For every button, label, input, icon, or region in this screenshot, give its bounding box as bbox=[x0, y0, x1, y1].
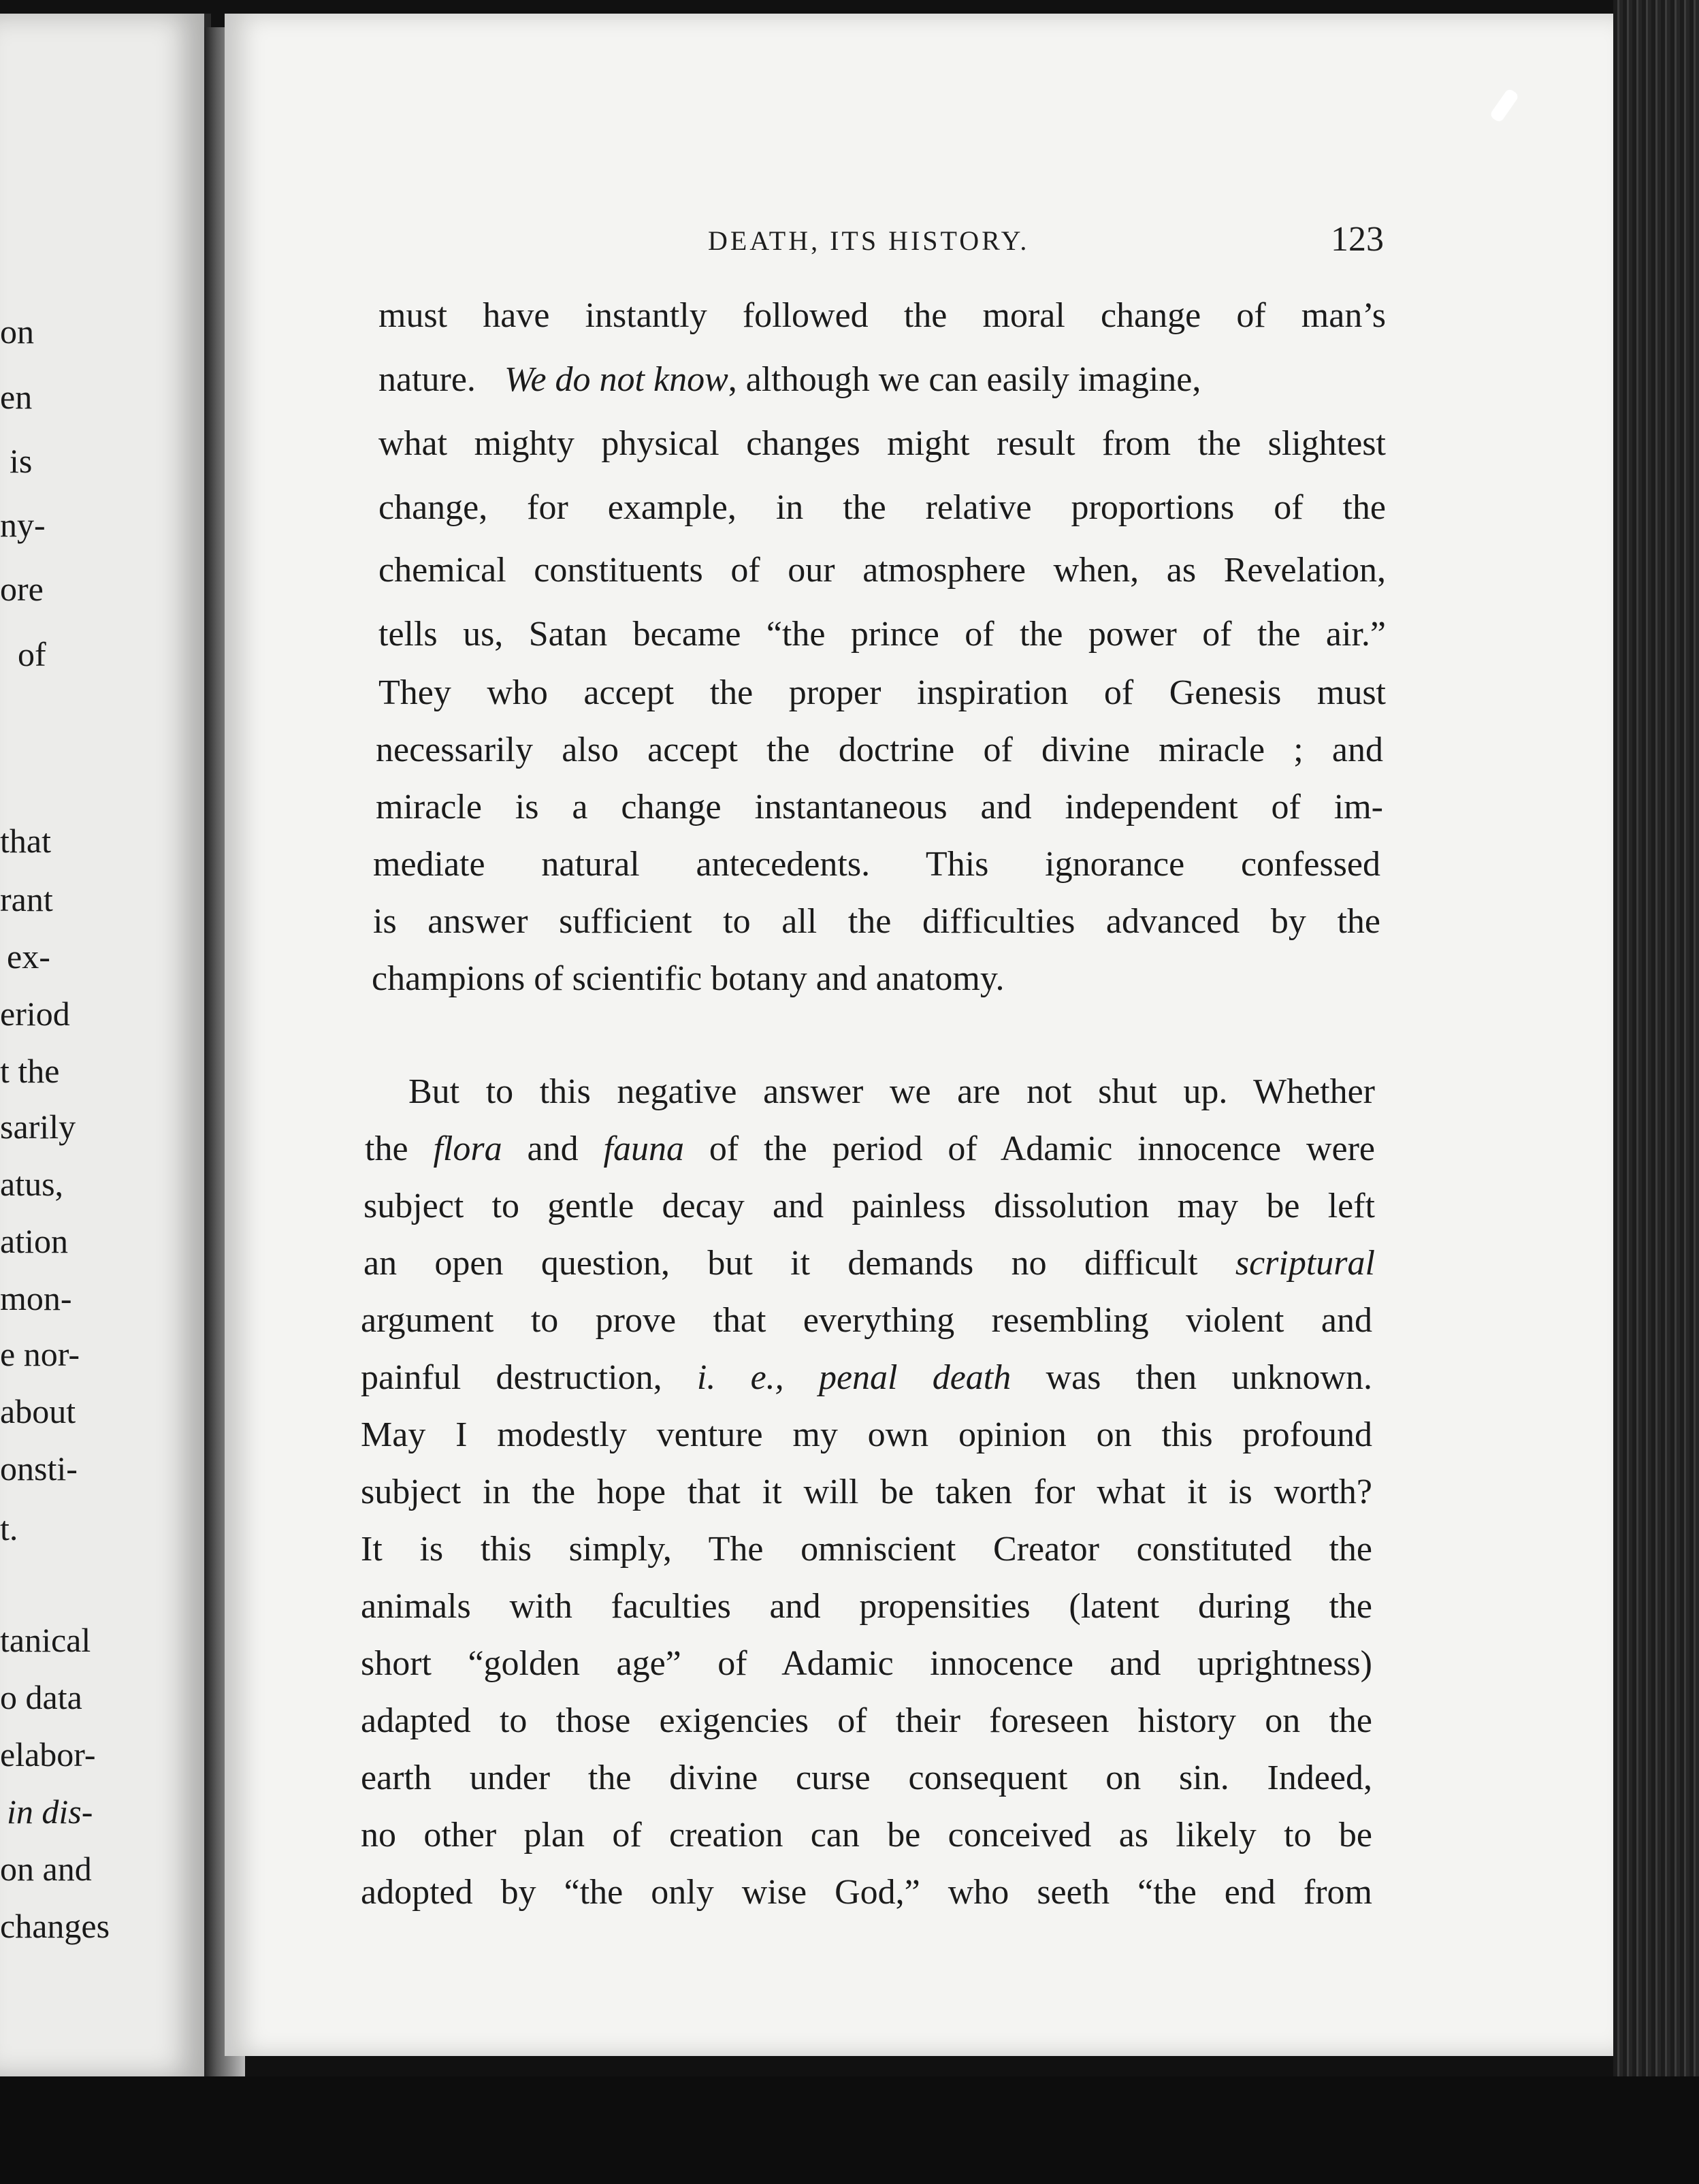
left-fragment: onsti- bbox=[0, 1449, 78, 1488]
text-line: adapted to those exigencies of their foreseen history on the bbox=[361, 1701, 1372, 1740]
previous-page-edge bbox=[0, 14, 211, 2076]
left-fragment: ation bbox=[0, 1222, 68, 1260]
left-fragment: eriod bbox=[0, 995, 70, 1033]
left-fragment: ore bbox=[0, 570, 44, 608]
text-span: painful destruction, bbox=[361, 1358, 697, 1397]
text-line: miracle is a change instantaneous and independent of im- bbox=[376, 788, 1383, 826]
text-span: the bbox=[365, 1129, 434, 1168]
left-fragment: t. bbox=[0, 1509, 18, 1547]
left-fragment: en bbox=[0, 378, 33, 416]
text-line: animals with faculties and propensities (latent during the bbox=[361, 1587, 1372, 1626]
text-line bbox=[378, 362, 1386, 398]
text-span: nature. bbox=[378, 360, 476, 399]
text-line: necessarily also accept the doctrine of divine miracle ; and bbox=[376, 730, 1383, 769]
text-line: May I modestly venture my own opinion on this profound bbox=[361, 1415, 1372, 1454]
text-span: was then unknown. bbox=[1011, 1358, 1372, 1397]
text-line: change, for example, in the relative proportions of the bbox=[378, 488, 1386, 527]
left-fragment: e nor- bbox=[0, 1335, 80, 1373]
text-line bbox=[361, 1360, 1372, 1396]
left-fragment: o data bbox=[0, 1678, 82, 1716]
left-fragment: about bbox=[0, 1392, 76, 1430]
text-line: short “golden age” of Adamic innocence and uprightness) bbox=[361, 1644, 1372, 1683]
text-line: earth under the divine curse consequent on sin. Indeed, bbox=[361, 1759, 1372, 1797]
left-fragment: rant bbox=[0, 880, 53, 918]
text-line: subject in the hope that it will be taken for what it is worth? bbox=[361, 1473, 1372, 1511]
text-span bbox=[784, 1358, 819, 1397]
emphasis-penal-death: penal death bbox=[818, 1358, 1012, 1397]
text-span: an open question, but it demands no difficult bbox=[363, 1244, 1235, 1283]
text-span: and bbox=[502, 1129, 604, 1168]
text-line: mediate natural antecedents. This ignorance confessed bbox=[373, 845, 1380, 884]
left-fragment: atus, bbox=[0, 1165, 64, 1203]
left-fragment: in dis- bbox=[7, 1793, 93, 1831]
left-fragment: t the bbox=[0, 1052, 60, 1090]
page-edges bbox=[1613, 0, 1699, 2076]
text-line: no other plan of creation can be conceived as likely to be bbox=[361, 1816, 1372, 1854]
left-fragment: ex- bbox=[7, 937, 50, 976]
text-line: They who accept the proper inspiration of Genesis must bbox=[378, 673, 1386, 712]
text-line: must have instantly followed the moral change of man’s bbox=[378, 296, 1386, 335]
left-fragment: changes bbox=[0, 1907, 110, 1945]
text-line: tells us, Satan became “the prince of the power of the air.” bbox=[378, 615, 1386, 654]
text-span: , although we can easily imagine, bbox=[728, 360, 1201, 399]
left-fragment: is bbox=[10, 442, 33, 480]
left-fragment: tanical bbox=[0, 1621, 91, 1659]
left-fragment: on bbox=[0, 312, 34, 351]
emphasis-ie: i. e., bbox=[696, 1358, 784, 1397]
running-head: DEATH, ITS HISTORY. bbox=[708, 225, 1030, 256]
emphasis-fauna: fauna bbox=[603, 1129, 684, 1168]
text-line: adopted by “the only wise God,” who seeth “the end from bbox=[361, 1873, 1372, 1912]
text-line: is answer sufficient to all the difficulties advanced by the bbox=[373, 902, 1380, 941]
emphasis-we-do-not-know: We do not know bbox=[504, 360, 728, 399]
text-line bbox=[363, 1246, 1375, 1281]
text-line: It is this simply, The omniscient Creator constituted the bbox=[361, 1530, 1372, 1569]
emphasis-flora: flora bbox=[433, 1129, 502, 1168]
text-line: chemical constituents of our atmosphere when, as Revelation, bbox=[378, 551, 1386, 590]
left-fragment: sarily bbox=[0, 1108, 76, 1146]
page-number: 123 bbox=[1331, 220, 1384, 259]
text-line bbox=[365, 1131, 1375, 1167]
left-fragment: that bbox=[0, 822, 51, 860]
left-fragment: mon- bbox=[0, 1279, 72, 1317]
text-line: subject to gentle decay and painless dissolution may be left bbox=[363, 1187, 1375, 1225]
text-line: champions of scientific botany and anatomy. bbox=[372, 959, 1005, 998]
left-fragment: elabor- bbox=[0, 1735, 96, 1773]
text-line: what mighty physical changes might result from the slightest bbox=[378, 424, 1386, 463]
left-fragment: ny- bbox=[0, 506, 46, 544]
scan-background bbox=[0, 2076, 1699, 2184]
emphasis-scriptural: scriptural bbox=[1235, 1244, 1375, 1283]
text-span: of the period of Adamic innocence were bbox=[683, 1129, 1375, 1168]
text-line: argument to prove that everything resembling violent and bbox=[361, 1301, 1372, 1340]
left-fragment: of bbox=[18, 635, 46, 673]
left-fragment: on and bbox=[0, 1850, 92, 1888]
text-line: But to this negative answer we are not shut up. Whether bbox=[408, 1072, 1375, 1111]
